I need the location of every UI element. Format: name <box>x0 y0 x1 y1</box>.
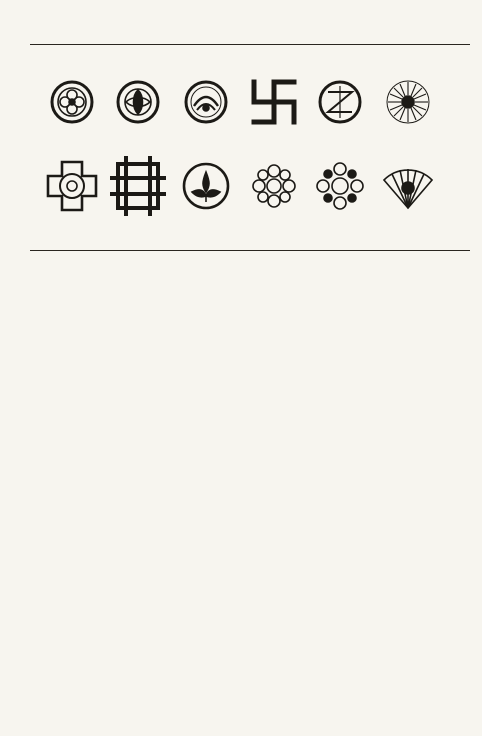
mark-1-tanga <box>52 82 92 122</box>
mark-5-akita <box>320 82 360 122</box>
mark-8-hikane <box>110 156 166 216</box>
left-column <box>30 254 240 262</box>
mark-12-satake-fan <box>384 169 432 208</box>
mark-11-owarino <box>317 163 363 209</box>
mark-4-aida-swastika <box>254 82 294 122</box>
mark-9-minamoto-yoritomo <box>184 164 228 208</box>
caption-rule <box>30 250 470 251</box>
mark-10-oosumi <box>253 165 295 207</box>
mark-3-tamashiro <box>186 82 226 122</box>
porcelain-marks-figure <box>30 56 470 232</box>
mark-6-kiku-chrysanthemum <box>387 81 429 123</box>
header-rule <box>30 44 470 45</box>
mark-7-bizen <box>48 162 96 210</box>
right-column <box>260 254 470 262</box>
mark-2-wakasa <box>118 82 158 122</box>
porcelain-marks-illustration <box>30 56 470 232</box>
